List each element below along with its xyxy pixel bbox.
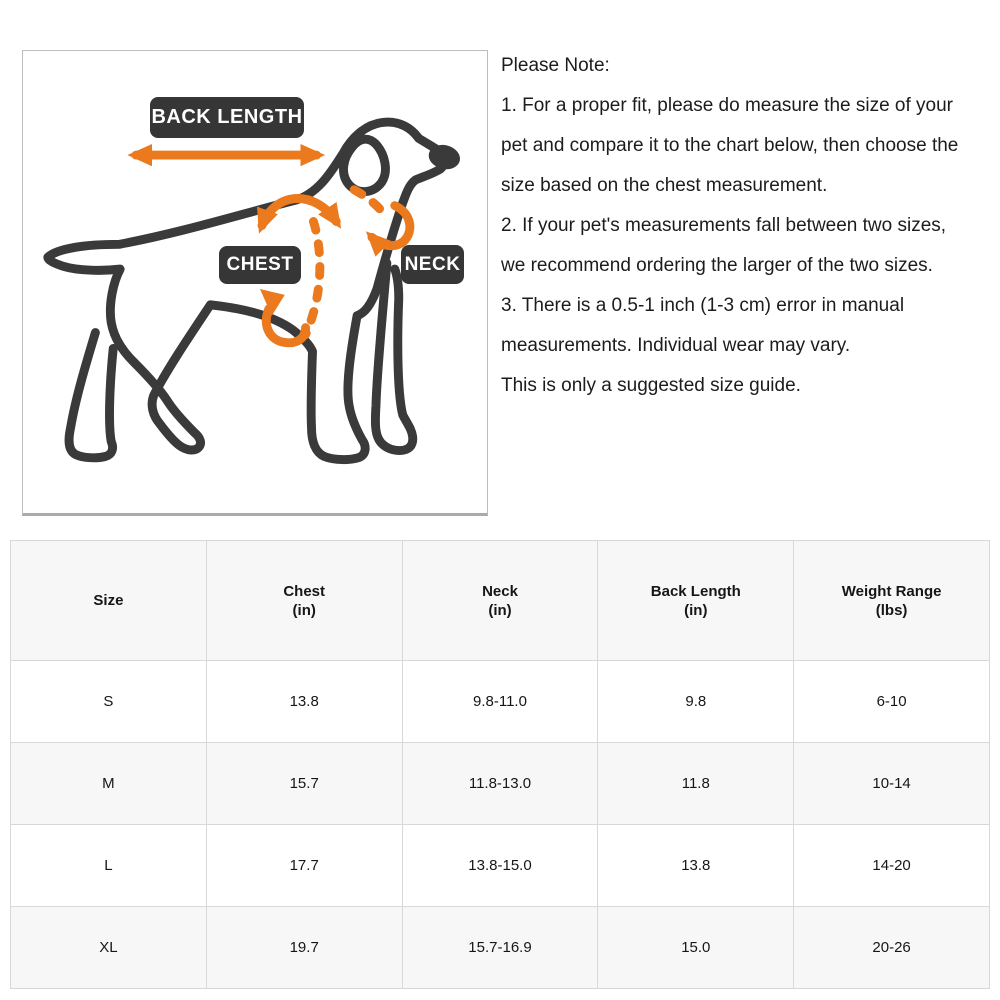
note-line: This is only a suggested size guide. bbox=[501, 375, 801, 396]
note-line: measurements. Individual wear may vary. bbox=[501, 335, 851, 356]
column-header-neck: Neck (in) bbox=[402, 541, 598, 661]
cell-neck: 9.8-11.0 bbox=[402, 661, 598, 743]
cell-back-length: 11.8 bbox=[598, 743, 794, 825]
note-line: we recommend ordering the larger of the two sizes. bbox=[501, 255, 933, 276]
column-header-chest: Chest (in) bbox=[206, 541, 402, 661]
cell-weight-range: 14-20 bbox=[794, 825, 990, 907]
cell-chest: 13.8 bbox=[206, 661, 402, 743]
cell-weight-range: 20-26 bbox=[794, 907, 990, 989]
cell-size: L bbox=[11, 825, 207, 907]
cell-back-length: 9.8 bbox=[598, 661, 794, 743]
cell-size: S bbox=[11, 661, 207, 743]
cell-back-length: 13.8 bbox=[598, 825, 794, 907]
dog-far-rear-leg bbox=[69, 333, 113, 458]
cell-chest: 17.7 bbox=[206, 825, 402, 907]
note-line: 3. There is a 0.5-1 inch (1-3 cm) error in manual bbox=[501, 295, 905, 316]
note-line: Please Note: bbox=[501, 55, 610, 76]
note-line: 1. For a proper fit, please do measure the size of your bbox=[501, 95, 954, 116]
cell-back-length: 15.0 bbox=[598, 907, 794, 989]
note-line: pet and compare it to the chart below, then choose the bbox=[501, 135, 959, 156]
note-line: size based on the chest measurement. bbox=[501, 175, 828, 196]
cell-size: M bbox=[11, 743, 207, 825]
back-length-label: BACK LENGTH bbox=[150, 97, 304, 138]
column-header-size: Size bbox=[11, 541, 207, 661]
cell-size: XL bbox=[11, 907, 207, 989]
dog-measurement-diagram bbox=[22, 50, 488, 516]
size-row-S bbox=[11, 661, 990, 743]
size-chart-table bbox=[10, 540, 990, 989]
cell-neck: 13.8-15.0 bbox=[402, 825, 598, 907]
cell-neck: 15.7-16.9 bbox=[402, 907, 598, 989]
cell-chest: 19.7 bbox=[206, 907, 402, 989]
size-table-head bbox=[11, 541, 990, 661]
column-header-weight-range: Weight Range (lbs) bbox=[794, 541, 990, 661]
dog-far-front-leg bbox=[375, 263, 412, 450]
cell-chest: 15.7 bbox=[206, 743, 402, 825]
dog-ear bbox=[343, 139, 385, 191]
chest-label: CHEST bbox=[219, 246, 301, 284]
size-table-body bbox=[11, 661, 990, 989]
size-row-M bbox=[11, 743, 990, 825]
cell-weight-range: 10-14 bbox=[794, 743, 990, 825]
neck-label: NECK bbox=[401, 245, 464, 284]
cell-neck: 11.8-13.0 bbox=[402, 743, 598, 825]
size-row-XL bbox=[11, 907, 990, 989]
notes-block bbox=[501, 46, 996, 406]
header-row bbox=[11, 541, 990, 661]
column-header-back-length: Back Length (in) bbox=[598, 541, 794, 661]
note-line: 2. If your pet's measurements fall between two sizes, bbox=[501, 215, 947, 236]
cell-weight-range: 6-10 bbox=[794, 661, 990, 743]
size-row-L bbox=[11, 825, 990, 907]
